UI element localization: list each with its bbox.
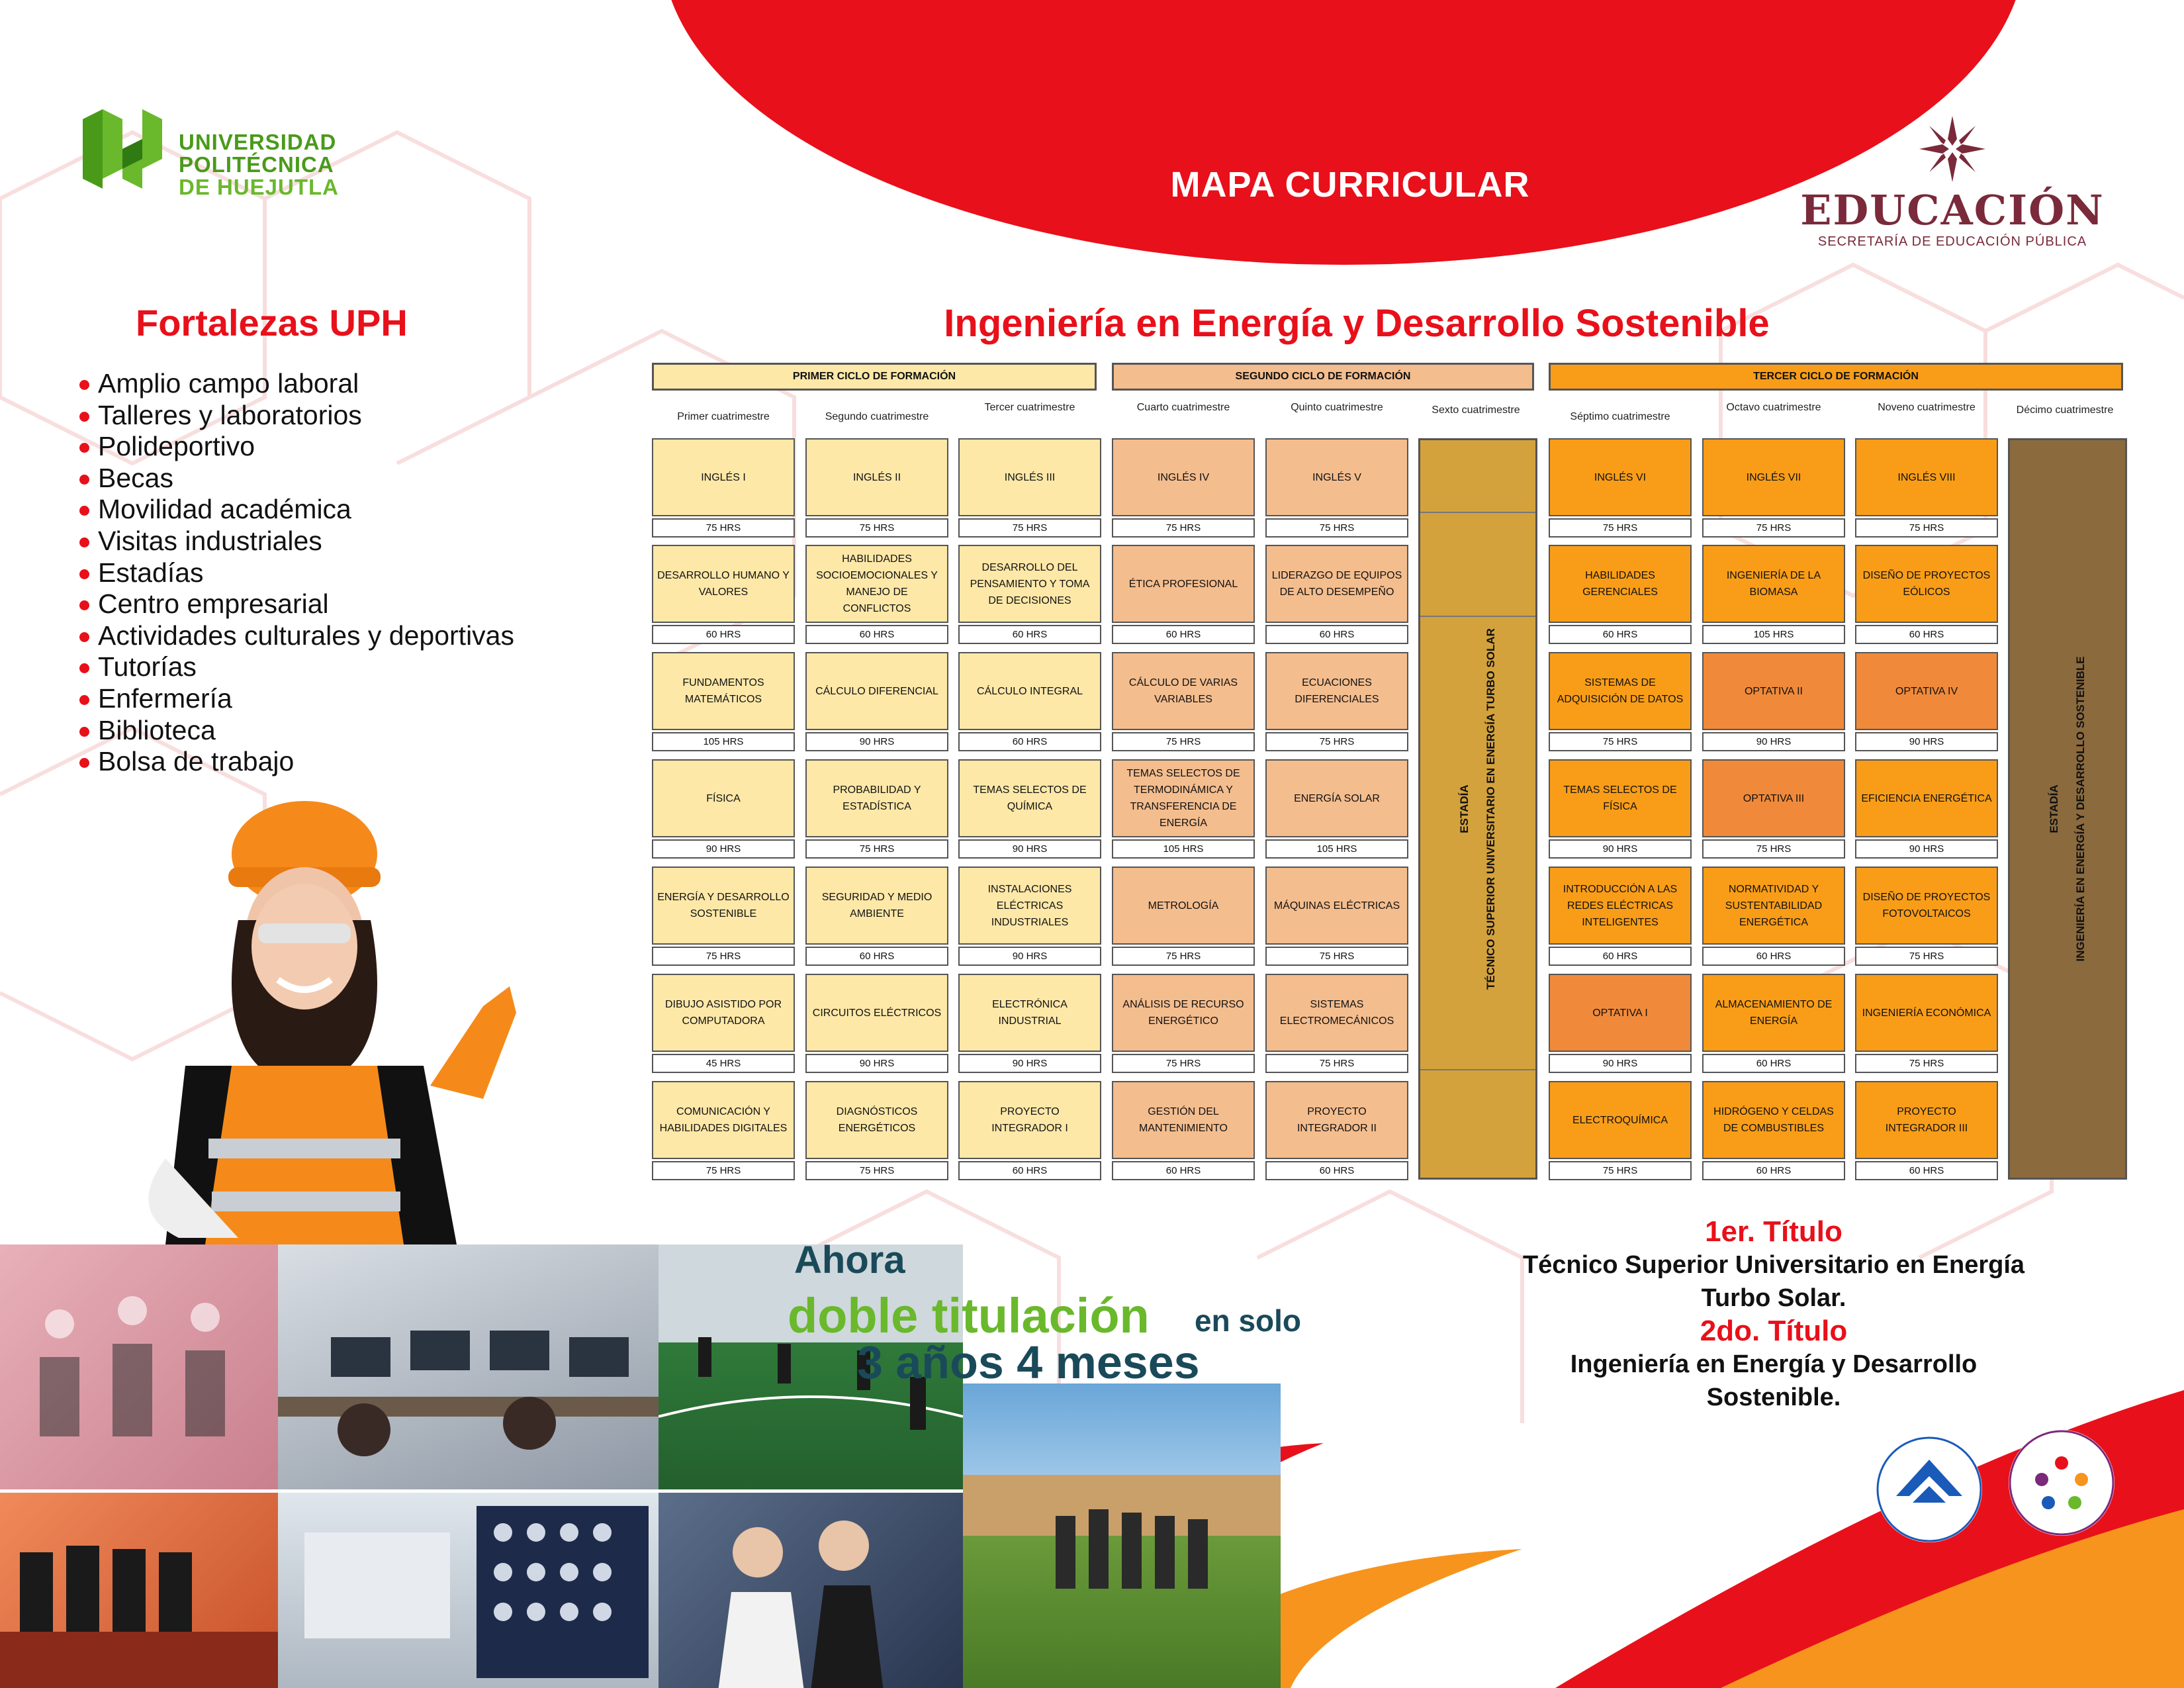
- course-name: DIBUJO ASISTIDO POR COMPUTADORA: [652, 974, 795, 1052]
- course-hours: 105 HRS: [1702, 625, 1845, 644]
- course-hours: 75 HRS: [652, 947, 795, 966]
- photo-computer-lab: [278, 1244, 659, 1489]
- fortaleza-item: [79, 620, 514, 652]
- sep-logo: [1800, 113, 2105, 249]
- course-hours: 75 HRS: [805, 839, 948, 859]
- fortaleza-text: Bolsa de trabajo: [98, 746, 295, 777]
- course-name: METROLOGÍA: [1112, 867, 1255, 945]
- fortaleza-text: Actividades culturales y deportivas: [98, 620, 514, 651]
- course-cell: [1265, 545, 1408, 644]
- course-name: GESTIÓN DEL MANTENIMIENTO: [1112, 1081, 1255, 1159]
- fortaleza-item: [79, 463, 514, 494]
- course-hours: 75 HRS: [1265, 1054, 1408, 1073]
- uph-logo-mark-icon: [76, 99, 175, 199]
- bullet-icon: [79, 538, 89, 547]
- column-label: Segundo cuatrimestre: [825, 411, 929, 422]
- fortaleza-text: Estadías: [98, 557, 204, 588]
- course-cell: [1702, 438, 1845, 538]
- course-cell: [1549, 867, 1692, 966]
- course-cell: [958, 974, 1101, 1073]
- course-name: MÁQUINAS ELÉCTRICAS: [1265, 867, 1408, 945]
- course-name: ENERGÍA Y DESARROLLO SOSTENIBLE: [652, 867, 795, 945]
- course-name: PROYECTO INTEGRADOR III: [1855, 1081, 1998, 1159]
- estadia-tsu-block: [1418, 438, 1537, 1180]
- course-hours: 90 HRS: [958, 947, 1101, 966]
- course-name: ELECTROQUÍMICA: [1549, 1081, 1692, 1159]
- course-hours: 75 HRS: [1265, 732, 1408, 751]
- course-name: DISEÑO DE PROYECTOS FOTOVOLTAICOS: [1855, 867, 1998, 945]
- column-label: Cuarto cuatrimestre: [1136, 402, 1230, 413]
- course-hours: 60 HRS: [1549, 625, 1692, 644]
- course-cell: [805, 867, 948, 966]
- course-cell: [652, 1081, 795, 1180]
- course-hours: 90 HRS: [958, 839, 1101, 859]
- promo-doble-titulacion: doble titulación: [788, 1288, 1150, 1343]
- course-hours: 75 HRS: [1855, 518, 1998, 538]
- bullet-icon: [79, 632, 89, 642]
- page-title: MAPA CURRICULAR: [1170, 165, 1530, 205]
- course-name: INTRODUCCIÓN A LAS REDES ELÉCTRICAS INTELIGENTES: [1549, 867, 1692, 945]
- course-hours: 75 HRS: [1549, 732, 1692, 751]
- course-hours: 60 HRS: [1855, 625, 1998, 644]
- course-cell: [652, 652, 795, 751]
- course-cell: [1855, 438, 1998, 538]
- course-hours: 75 HRS: [1112, 518, 1255, 538]
- course-name: INGLÉS V: [1265, 438, 1408, 516]
- bullet-icon: [79, 727, 89, 737]
- course-hours: 60 HRS: [1549, 947, 1692, 966]
- course-hours: 60 HRS: [1112, 625, 1255, 644]
- cycle-header-3: TERCER CICLO DE FORMACIÓN: [1549, 363, 2123, 391]
- fortaleza-text: Movilidad académica: [98, 494, 351, 525]
- course-cell: [652, 974, 795, 1073]
- fortaleza-text: Becas: [98, 462, 173, 493]
- course-hours: 60 HRS: [1112, 1161, 1255, 1180]
- fortaleza-text: Amplio campo laboral: [98, 368, 359, 399]
- course-cell: [1702, 867, 1845, 966]
- course-hours: 90 HRS: [652, 839, 795, 859]
- course-name: DESARROLLO HUMANO Y VALORES: [652, 545, 795, 623]
- titulo-2-heading: 2do. Título: [1700, 1315, 1848, 1347]
- column-label: Tercer cuatrimestre: [984, 402, 1075, 413]
- course-cell: [1549, 652, 1692, 751]
- course-cell: [1112, 1081, 1255, 1180]
- course-cell: [1549, 1081, 1692, 1180]
- titulo-1-heading: 1er. Título: [1705, 1215, 1843, 1248]
- course-name: INGLÉS II: [805, 438, 948, 516]
- course-name: EFICIENCIA ENERGÉTICA: [1855, 759, 1998, 837]
- uph-logo-line: UNIVERSIDAD: [179, 130, 337, 154]
- course-hours: 60 HRS: [1702, 1054, 1845, 1073]
- promo-en-solo: en solo: [1195, 1303, 1302, 1338]
- estadia-degree: TÉCNICO SUPERIOR UNIVERSITARIO EN ENERGÍA TURBO SOLAR: [1484, 628, 1497, 990]
- bullet-icon: [79, 380, 89, 390]
- course-cell: [1702, 652, 1845, 751]
- course-hours: 60 HRS: [805, 947, 948, 966]
- course-hours: 90 HRS: [805, 732, 948, 751]
- fortalezas-list: [79, 368, 514, 778]
- student-photo: [86, 788, 563, 1244]
- course-name: INGENIERÍA DE LA BIOMASA: [1702, 545, 1845, 623]
- course-name: FUNDAMENTOS MATEMÁTICOS: [652, 652, 795, 730]
- photo-campus-building: [278, 1493, 659, 1688]
- course-cell: [805, 974, 948, 1073]
- bullet-icon: [79, 695, 89, 705]
- column-label: Octavo cuatrimestre: [1726, 402, 1821, 413]
- bullet-icon: [79, 600, 89, 610]
- course-hours: 105 HRS: [1112, 839, 1255, 859]
- course-name: INGLÉS III: [958, 438, 1101, 516]
- course-cell: [1112, 867, 1255, 966]
- estadia-label: ESTADÍA: [2048, 784, 2060, 833]
- equality-norm-seal: [2005, 1427, 2118, 1539]
- fortaleza-item: [79, 746, 514, 778]
- sep-logo-subtitle: SECRETARÍA DE EDUCACIÓN PÚBLICA: [1817, 234, 2087, 249]
- course-cell: [1549, 545, 1692, 644]
- course-cell: [958, 652, 1101, 751]
- fortaleza-item: [79, 651, 514, 683]
- course-cell: [1702, 545, 1845, 644]
- course-name: ENERGÍA SOLAR: [1265, 759, 1408, 837]
- uph-logo-line: POLITÉCNICA: [179, 152, 334, 177]
- promo-duracion: 3 años 4 meses: [857, 1336, 1200, 1388]
- course-name: DESARROLLO DEL PENSAMIENTO Y TOMA DE DECISIONES: [958, 545, 1101, 623]
- course-name: CÁLCULO DIFERENCIAL: [805, 652, 948, 730]
- course-name: FÍSICA: [652, 759, 795, 837]
- course-hours: 75 HRS: [1112, 732, 1255, 751]
- course-cell: [652, 545, 795, 644]
- course-hours: 75 HRS: [1855, 1054, 1998, 1073]
- course-hours: 90 HRS: [1702, 732, 1845, 751]
- course-name: ÉTICA PROFESIONAL: [1112, 545, 1255, 623]
- course-hours: 75 HRS: [1702, 518, 1845, 538]
- course-name: PROBABILIDAD Y ESTADÍSTICA: [805, 759, 948, 837]
- bullet-icon: [79, 569, 89, 579]
- course-hours: 75 HRS: [1549, 1161, 1692, 1180]
- course-cell: [1265, 1081, 1408, 1180]
- course-hours: 75 HRS: [958, 518, 1101, 538]
- course-hours: 60 HRS: [652, 625, 795, 644]
- fortaleza-item: [79, 526, 514, 557]
- sep-logo-name: EDUCACIÓN: [1800, 186, 2105, 234]
- course-hours: 75 HRS: [1265, 947, 1408, 966]
- flower-icon: [1916, 113, 1989, 185]
- course-cell: [958, 867, 1101, 966]
- cycle-header-2: SEGUNDO CICLO DE FORMACIÓN: [1112, 363, 1534, 391]
- fortaleza-text: Talleres y laboratorios: [98, 399, 362, 430]
- column-label: Quinto cuatrimestre: [1291, 402, 1383, 413]
- course-name: CÁLCULO INTEGRAL: [958, 652, 1101, 730]
- fortaleza-text: Enfermería: [98, 682, 232, 714]
- course-cell: [1855, 759, 1998, 859]
- course-hours: 75 HRS: [1855, 947, 1998, 966]
- course-name: OPTATIVA IV: [1855, 652, 1998, 730]
- course-cell: [652, 759, 795, 859]
- column-label-sexto: Sexto cuatrimestre: [1432, 404, 1520, 416]
- course-hours: 90 HRS: [1549, 839, 1692, 859]
- course-cell: [1855, 867, 1998, 966]
- fortaleza-text: Centro empresarial: [98, 588, 329, 620]
- fortaleza-text: Visitas industriales: [98, 525, 322, 556]
- course-cell: [805, 652, 948, 751]
- course-cell: [805, 545, 948, 644]
- bullet-icon: [79, 412, 89, 422]
- course-cell: [1112, 974, 1255, 1073]
- course-hours: 75 HRS: [1112, 947, 1255, 966]
- course-hours: 75 HRS: [1549, 518, 1692, 538]
- course-name: INGLÉS VIII: [1855, 438, 1998, 516]
- course-hours: 90 HRS: [805, 1054, 948, 1073]
- course-cell: [1855, 652, 1998, 751]
- course-hours: 75 HRS: [1702, 839, 1845, 859]
- course-name: HABILIDADES GERENCIALES: [1549, 545, 1692, 623]
- course-hours: 60 HRS: [958, 732, 1101, 751]
- fortaleza-item: [79, 557, 514, 589]
- course-hours: 105 HRS: [652, 732, 795, 751]
- course-hours: 75 HRS: [805, 1161, 948, 1180]
- titulos-block: [1522, 1215, 2025, 1414]
- course-hours: 75 HRS: [1112, 1054, 1255, 1073]
- uph-logo: [76, 99, 381, 205]
- course-cell: [1549, 759, 1692, 859]
- course-hours: 75 HRS: [1265, 518, 1408, 538]
- course-cell: [1265, 974, 1408, 1073]
- course-hours: 60 HRS: [805, 625, 948, 644]
- course-cell: [1265, 438, 1408, 538]
- fortaleza-item: [79, 368, 514, 400]
- course-name: SEGURIDAD Y MEDIO AMBIENTE: [805, 867, 948, 945]
- course-hours: 75 HRS: [652, 1161, 795, 1180]
- course-hours: 105 HRS: [1265, 839, 1408, 859]
- course-cell: [652, 867, 795, 966]
- course-name: CIRCUITOS ELÉCTRICOS: [805, 974, 948, 1052]
- course-cell: [1702, 974, 1845, 1073]
- fortaleza-text: Biblioteca: [98, 714, 216, 745]
- fortaleza-item: [79, 588, 514, 620]
- bullet-icon: [79, 443, 89, 453]
- course-name: OPTATIVA III: [1702, 759, 1845, 837]
- quality-certification-seal: [1873, 1433, 1985, 1546]
- fortaleza-item: [79, 494, 514, 526]
- photo-gym: [0, 1244, 278, 1489]
- course-cell: [805, 1081, 948, 1180]
- fortaleza-item: [79, 431, 514, 463]
- course-cell: [1265, 759, 1408, 859]
- uph-logo-line: DE HUEJUTLA: [179, 175, 340, 199]
- fortaleza-text: Tutorías: [98, 651, 197, 682]
- course-cell: [958, 438, 1101, 538]
- course-name: INGLÉS I: [652, 438, 795, 516]
- estadia-degree: INGENIERÍA EN ENERGÍA Y DESARROLLO SOSTENIBLE: [2074, 656, 2087, 962]
- course-name: INGENIERÍA ECONÓMICA: [1855, 974, 1998, 1052]
- column-label: Noveno cuatrimestre: [1878, 402, 1976, 413]
- course-hours: 90 HRS: [1549, 1054, 1692, 1073]
- course-name: COMUNICACIÓN Y HABILIDADES DIGITALES: [652, 1081, 795, 1159]
- photo-library: [659, 1493, 963, 1688]
- course-name: ANÁLISIS DE RECURSO ENERGÉTICO: [1112, 974, 1255, 1052]
- course-name: LIDERAZGO DE EQUIPOS DE ALTO DESEMPEÑO: [1265, 545, 1408, 623]
- course-name: HABILIDADES SOCIOEMOCIONALES Y MANEJO DE CONFLICTOS: [805, 545, 948, 623]
- course-name: OPTATIVA I: [1549, 974, 1692, 1052]
- bullet-icon: [79, 506, 89, 516]
- course-hours: 60 HRS: [1855, 1161, 1998, 1180]
- course-cell: [805, 759, 948, 859]
- promo-ahora: Ahora: [794, 1239, 905, 1282]
- column-label-decimo: Décimo cuatrimestre: [2016, 404, 2114, 416]
- course-cell: [652, 438, 795, 538]
- course-cell: [1855, 545, 1998, 644]
- course-cell: [1702, 1081, 1845, 1180]
- course-hours: 45 HRS: [652, 1054, 795, 1073]
- course-hours: 60 HRS: [1702, 1161, 1845, 1180]
- course-cell: [1265, 652, 1408, 751]
- bullet-icon: [79, 663, 89, 673]
- course-cell: [1855, 974, 1998, 1073]
- course-name: TEMAS SELECTOS DE FÍSICA: [1549, 759, 1692, 837]
- course-hours: 60 HRS: [958, 625, 1101, 644]
- course-cell: [1112, 545, 1255, 644]
- course-name: PROYECTO INTEGRADOR I: [958, 1081, 1101, 1159]
- course-hours: 90 HRS: [958, 1054, 1101, 1073]
- course-name: INSTALACIONES ELÉCTRICAS INDUSTRIALES: [958, 867, 1101, 945]
- fortaleza-text: Polideportivo: [98, 431, 255, 462]
- course-hours: 60 HRS: [1265, 625, 1408, 644]
- column-label: Primer cuatrimestre: [677, 411, 770, 422]
- course-hours: 60 HRS: [958, 1161, 1101, 1180]
- course-cell: [1265, 867, 1408, 966]
- course-name: HIDRÓGENO Y CELDAS DE COMBUSTIBLES: [1702, 1081, 1845, 1159]
- cycle-header-1: PRIMER CICLO DE FORMACIÓN: [652, 363, 1097, 391]
- course-name: INGLÉS VI: [1549, 438, 1692, 516]
- course-name: NORMATIVIDAD Y SUSTENTABILIDAD ENERGÉTICA: [1702, 867, 1845, 945]
- course-cell: [958, 545, 1101, 644]
- course-cell: [1855, 1081, 1998, 1180]
- titulo-2-description: Ingeniería en Energía y Desarrollo Sostenible.: [1570, 1350, 1978, 1411]
- photo-entrepreneurs: [0, 1493, 278, 1688]
- estadia-ing-block: [2008, 438, 2127, 1180]
- course-name: OPTATIVA II: [1702, 652, 1845, 730]
- course-name: TEMAS SELECTOS DE TERMODINÁMICA Y TRANSFERENCIA DE ENERGÍA: [1112, 759, 1255, 837]
- course-cell: [1549, 974, 1692, 1073]
- titulo-1-description: Técnico Superior Universitario en Energía Turbo Solar.: [1522, 1251, 2025, 1312]
- course-name: DIAGNÓSTICOS ENERGÉTICOS: [805, 1081, 948, 1159]
- fortaleza-item: [79, 400, 514, 432]
- course-cell: [1112, 438, 1255, 538]
- fortaleza-item: [79, 683, 514, 715]
- course-name: TEMAS SELECTOS DE QUÍMICA: [958, 759, 1101, 837]
- estadia-label: ESTADÍA: [1458, 784, 1471, 833]
- course-hours: 75 HRS: [652, 518, 795, 538]
- course-cell: [805, 438, 948, 538]
- fortalezas-title: Fortalezas UPH: [136, 302, 408, 344]
- course-name: SISTEMAS ELECTROMECÁNICOS: [1265, 974, 1408, 1052]
- course-name: PROYECTO INTEGRADOR II: [1265, 1081, 1408, 1159]
- course-cell: [1702, 759, 1845, 859]
- course-hours: 90 HRS: [1855, 732, 1998, 751]
- course-name: ALMACENAMIENTO DE ENERGÍA: [1702, 974, 1845, 1052]
- fortaleza-item: [79, 715, 514, 747]
- course-name: SISTEMAS DE ADQUISICIÓN DE DATOS: [1549, 652, 1692, 730]
- course-hours: 60 HRS: [1702, 947, 1845, 966]
- course-cell: [958, 1081, 1101, 1180]
- column-label: Séptimo cuatrimestre: [1570, 411, 1670, 422]
- course-cell: [1112, 652, 1255, 751]
- course-name: INGLÉS IV: [1112, 438, 1255, 516]
- course-cell: [1549, 438, 1692, 538]
- course-cell: [958, 759, 1101, 859]
- course-name: CÁLCULO DE VARIAS VARIABLES: [1112, 652, 1255, 730]
- course-cell: [1112, 759, 1255, 859]
- bullet-icon: [79, 758, 89, 768]
- course-hours: 90 HRS: [1855, 839, 1998, 859]
- program-title: Ingeniería en Energía y Desarrollo Sostenible: [944, 302, 1770, 345]
- course-hours: 75 HRS: [805, 518, 948, 538]
- course-hours: 60 HRS: [1265, 1161, 1408, 1180]
- course-name: INGLÉS VII: [1702, 438, 1845, 516]
- course-name: ECUACIONES DIFERENCIALES: [1265, 652, 1408, 730]
- course-name: ELECTRÓNICA INDUSTRIAL: [958, 974, 1101, 1052]
- photo-students-group: [963, 1383, 1281, 1688]
- bullet-icon: [79, 475, 89, 485]
- course-name: DISEÑO DE PROYECTOS EÓLICOS: [1855, 545, 1998, 623]
